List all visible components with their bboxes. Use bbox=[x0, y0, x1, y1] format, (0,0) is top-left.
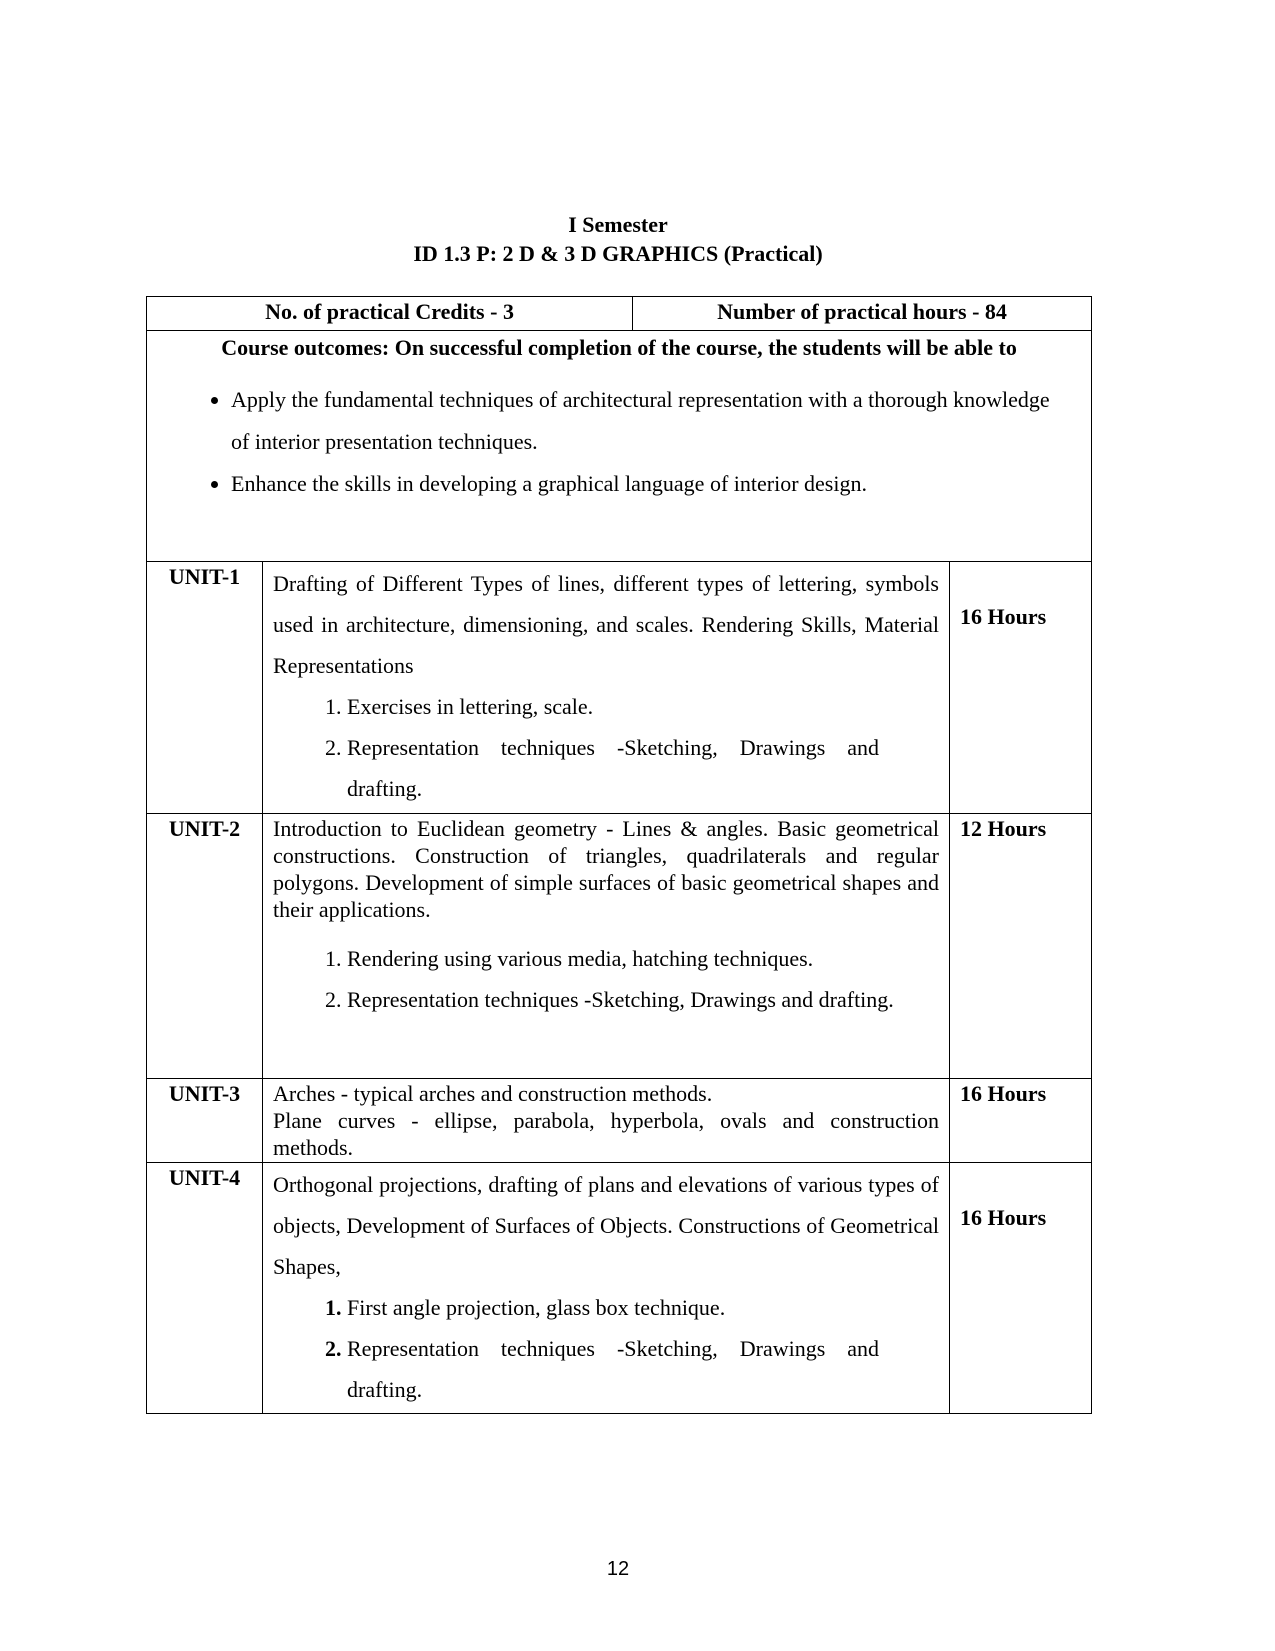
unit-hours bbox=[950, 562, 1092, 814]
unit-task-list bbox=[273, 686, 939, 809]
outcome-item: • Enhance the skills in developing a graphical language of interior design. bbox=[231, 463, 1091, 505]
semester-heading: I Semester bbox=[568, 212, 668, 237]
unit-row bbox=[147, 1079, 1092, 1163]
unit-task: 2. Representation techniques -Sketching, Drawings and drafting. bbox=[347, 1328, 939, 1410]
unit-task: 1. First angle projection, glass box technique. bbox=[347, 1287, 939, 1328]
unit-hours bbox=[950, 1079, 1092, 1163]
unit-content bbox=[263, 1163, 950, 1414]
unit-description-line: Plane curves - ellipse, parabola, hyperbola, ovals and construction methods. bbox=[273, 1108, 939, 1160]
unit-row bbox=[147, 562, 1092, 814]
unit-task: 1. Exercises in lettering, scale. bbox=[347, 686, 939, 727]
unit-content bbox=[263, 562, 950, 814]
unit-hours-value: 16 Hours bbox=[960, 1205, 1047, 1230]
unit-content bbox=[263, 1079, 950, 1163]
unit-description: Orthogonal projections, drafting of plans and elevations of various types of objects, Development of Surfaces of Objects. Constructions of Geometrical Shapes, bbox=[273, 1172, 939, 1279]
unit-row bbox=[147, 814, 1092, 1079]
unit-content bbox=[263, 814, 950, 1079]
unit-description: Introduction to Euclidean geometry - Lines & angles. Basic geometrical constructions. Construction of triangles, quadrilaterals and regular polygons. Development of simple surfaces of basic geometrical shapes and their applications. bbox=[273, 816, 939, 922]
course-title: ID 1.3 P: 2 D & 3 D GRAPHICS (Practical) bbox=[413, 241, 823, 266]
unit-hours-value: 16 Hours bbox=[960, 604, 1047, 629]
page-number: 12 bbox=[606, 1558, 630, 1580]
unit-description-line: Arches - typical arches and construction methods. bbox=[273, 1081, 713, 1106]
unit-description: Drafting of Different Types of lines, different types of lettering, symbols used in architecture, dimensioning, and scales. Rendering Skills, Material Representations bbox=[273, 571, 939, 678]
unit-task: 2. Representation techniques -Sketching, Drawings and drafting. bbox=[347, 727, 939, 809]
unit-task: 1. Rendering using various media, hatching techniques. bbox=[347, 938, 939, 979]
practical-hours: Number of practical hours - 84 bbox=[633, 297, 1092, 331]
outcomes-row bbox=[147, 331, 1092, 562]
unit-label: UNIT-2 bbox=[147, 814, 263, 1079]
unit-label: UNIT-3 bbox=[147, 1079, 263, 1163]
unit-label: UNIT-1 bbox=[147, 562, 263, 814]
syllabus-table bbox=[146, 296, 1092, 1414]
outcome-item: • Apply the fundamental techniques of architectural representation with a thorough knowledge of interior presentation techniques. bbox=[231, 379, 1091, 463]
practical-credits: No. of practical Credits - 3 bbox=[147, 297, 633, 331]
unit-label: UNIT-4 bbox=[147, 1163, 263, 1414]
unit-task: 2. Representation techniques -Sketching, Drawings and drafting. bbox=[347, 979, 939, 1020]
unit-task-list bbox=[273, 1287, 939, 1410]
summary-row bbox=[147, 297, 1092, 331]
unit-hours-value: 16 Hours bbox=[960, 1081, 1047, 1106]
course-outcomes bbox=[147, 331, 1092, 562]
outcomes-list bbox=[147, 379, 1091, 505]
unit-hours bbox=[950, 814, 1092, 1079]
unit-row bbox=[147, 1163, 1092, 1414]
outcomes-title: Course outcomes: On successful completion of the course, the students will be able to bbox=[221, 335, 1017, 360]
unit-task-list bbox=[273, 938, 939, 1020]
unit-hours-value: 12 Hours bbox=[960, 816, 1047, 841]
unit-hours bbox=[950, 1163, 1092, 1414]
